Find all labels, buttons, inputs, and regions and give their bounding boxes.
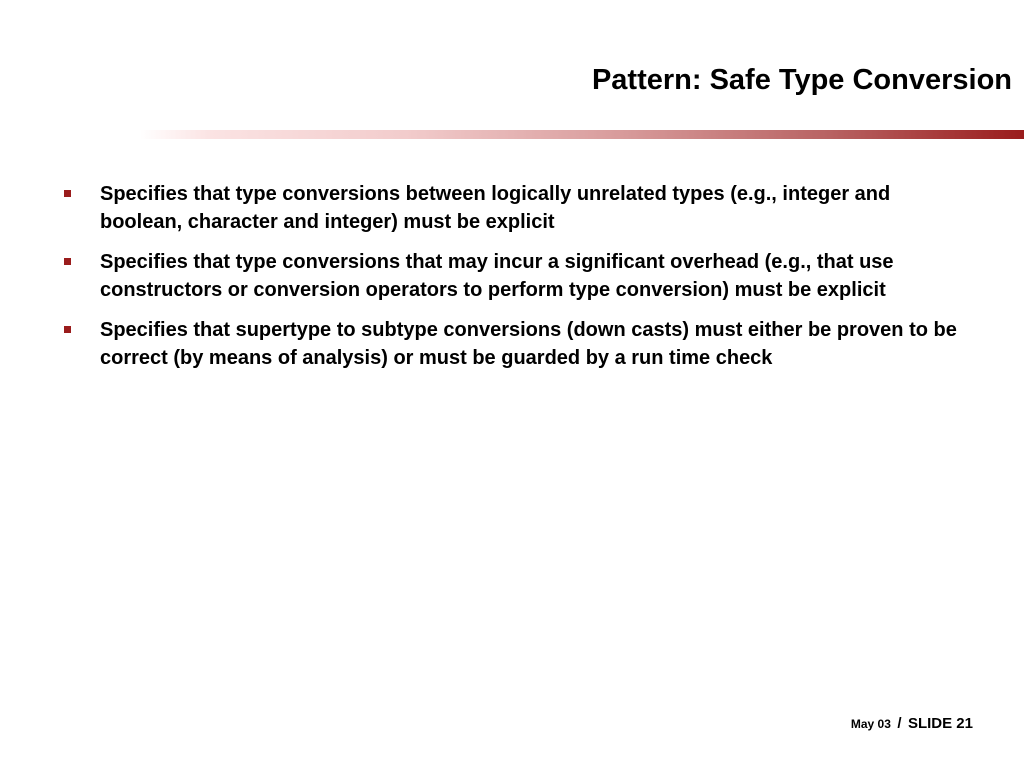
bullet-text: Specifies that type conversions that may incur a significant overhead (e.g., that use constructors or conversion operators to perform type conversion) must be explicit bbox=[100, 251, 894, 301]
footer-separator: / bbox=[897, 715, 902, 732]
bullet-list bbox=[62, 180, 972, 384]
square-bullet-icon bbox=[64, 326, 71, 333]
bullet-item bbox=[62, 248, 972, 304]
bullet-text: Specifies that supertype to subtype conversions (down casts) must either be proven to be correct (by means of analysis) or must be guarded by a run time check bbox=[100, 319, 957, 369]
footer-date: May 03 bbox=[850, 717, 891, 731]
slide-footer bbox=[851, 714, 973, 734]
slide-title: Pattern: Safe Type Conversion bbox=[591, 64, 1012, 96]
square-bullet-icon bbox=[64, 258, 71, 265]
title-underline-gradient bbox=[140, 130, 1024, 139]
footer-slide-number: SLIDE 21 bbox=[907, 715, 973, 732]
bullet-item bbox=[62, 316, 972, 372]
bullet-text: Specifies that type conversions between logically unrelated types (e.g., integer and boolean, character and integer) must be explicit bbox=[100, 183, 891, 233]
bullet-item bbox=[62, 180, 972, 236]
square-bullet-icon bbox=[64, 190, 71, 197]
